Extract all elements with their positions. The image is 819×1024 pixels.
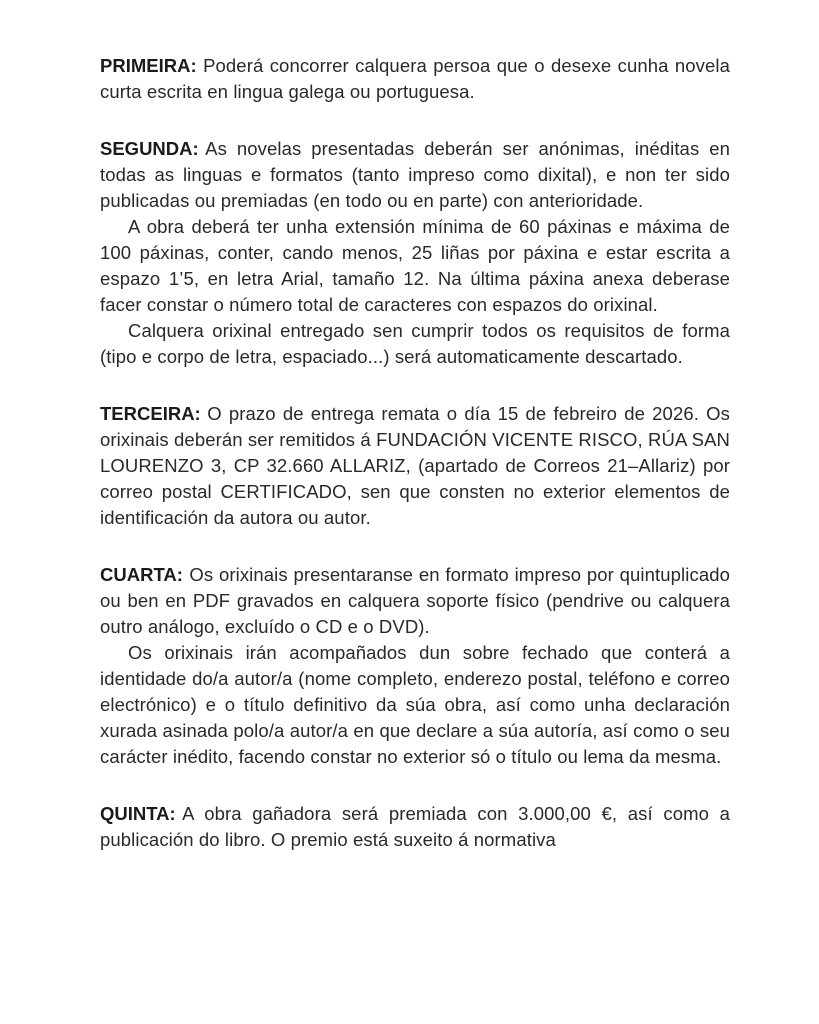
section-heading: SEGUNDA:: [100, 138, 199, 159]
section-heading: TERCEIRA:: [100, 403, 201, 424]
paragraph-text: As novelas presentadas deberán ser anónimas, inéditas en todas as linguas e formatos (tanto impreso como dixital), e non ter sido publicadas ou premiadas (en todo ou en parte) con anterioridade.: [100, 138, 730, 211]
section-heading: QUINTA:: [100, 803, 176, 824]
section-primeira: [100, 53, 730, 105]
paragraph: [100, 318, 730, 370]
paragraph-text: Poderá concorrer calquera persoa que o desexe cunha novela curta escrita en lingua galega ou portuguesa.: [100, 55, 730, 102]
contest-rules-text: [100, 53, 730, 853]
paragraph: [100, 640, 730, 770]
paragraph-text: A obra gañadora será premiada con 3.000,00 €, así como a publicación do libro. O premio está suxeito á normativa: [100, 803, 730, 850]
paragraph: [100, 53, 730, 105]
paragraph-text: A obra deberá ter unha extensión mínima de 60 páxinas e máxima de 100 páxinas, conter, cando menos, 25 liñas por páxina e estar escrita a espazo 1’5, en letra Arial, tamaño 12. Na última páxina anexa deberase facer constar o número total de caracteres con espazos do orixinal.: [100, 216, 730, 315]
paragraph: [100, 562, 730, 640]
paragraph: [100, 401, 730, 531]
section-heading: CUARTA:: [100, 564, 183, 585]
section-heading: PRIMEIRA:: [100, 55, 197, 76]
paragraph: [100, 214, 730, 318]
section-segunda: [100, 136, 730, 370]
paragraph-text: Os orixinais presentaranse en formato impreso por quintuplicado ou ben en PDF gravados en calquera soporte físico (pendrive ou calquera outro análogo, excluído o CD e o DVD).: [100, 564, 730, 637]
paragraph-text: Os orixinais irán acompañados dun sobre fechado que conterá a identidade do/a autor/a (nome completo, enderezo postal, teléfono e correo electrónico) e o título definitivo da súa obra, así como unha declaración xurada asinada polo/a autor/a en que declare a súa autoría, así como o seu carácter inédito, facendo constar no exterior só o título ou lema da mesma.: [100, 642, 730, 767]
paragraph: [100, 801, 730, 853]
section-cuarta: [100, 562, 730, 770]
paragraph-text: O prazo de entrega remata o día 15 de febreiro de 2026. Os orixinais deberán ser remitidos á FUNDACIÓN VICENTE RISCO, RÚA SAN LOURENZO 3, CP 32.660 ALLARIZ, (apartado de Correos 21–Allariz) por correo postal CERTIFICADO, sen que consten no exterior elementos de identificación da autora ou autor.: [100, 403, 730, 528]
section-terceira: [100, 401, 730, 531]
paragraph-text: Calquera orixinal entregado sen cumprir todos os requisitos de forma (tipo e corpo de letra, espaciado...) será automaticamente descartado.: [100, 320, 730, 367]
section-quinta: [100, 801, 730, 853]
paragraph: [100, 136, 730, 214]
